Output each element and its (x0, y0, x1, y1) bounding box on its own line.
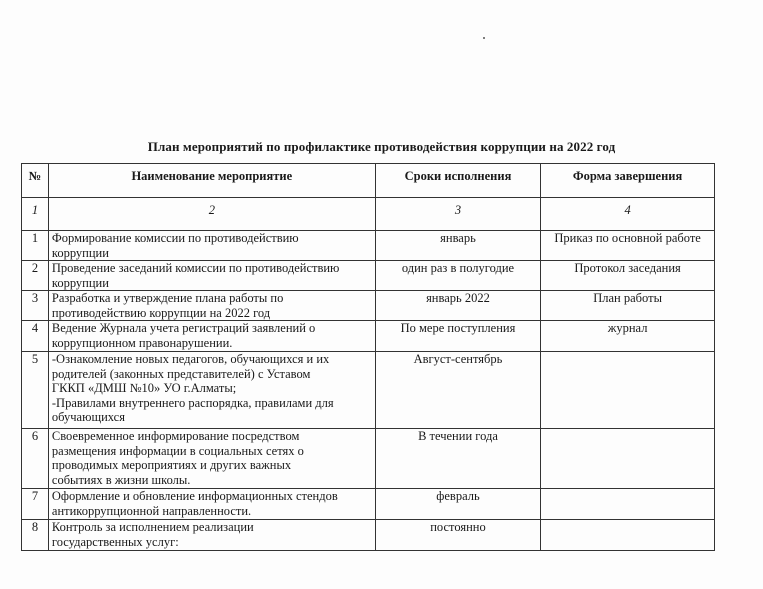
table-row (22, 321, 715, 352)
index-cell: 1 (22, 198, 49, 231)
row-form (541, 429, 715, 489)
row-term: постоянно (375, 520, 540, 551)
row-name: Разработка и утверждение плана работы по противодействию коррупции на 2022 год (48, 291, 375, 321)
row-name: Ведение Журнала учета регистраций заявлений о коррупционном правонарушении. (48, 321, 375, 352)
row-term: В течении года (375, 429, 540, 489)
header-name: Наименование мероприятие (48, 164, 375, 198)
row-form: План работы (541, 291, 715, 321)
table-header-row (22, 164, 715, 198)
row-term: февраль (375, 489, 540, 520)
row-term: один раз в полугодие (375, 261, 540, 291)
table-row (22, 291, 715, 321)
row-name: Оформление и обновление информационных стендов антикоррупционной направленности. (48, 489, 375, 520)
row-form: Протокол заседания (541, 261, 715, 291)
table-row (22, 352, 715, 429)
row-form (541, 352, 715, 429)
header-form: Форма завершения (541, 164, 715, 198)
header-number: № (22, 164, 49, 198)
row-number: 5 (22, 352, 49, 429)
row-name: Своевременное информирование посредством размещения информации в социальных сетях о проводимых мероприятиях и других важных событиях в жизни школы. (48, 429, 375, 489)
row-term: Август-сентябрь (375, 352, 540, 429)
row-form (541, 520, 715, 551)
row-number: 7 (22, 489, 49, 520)
index-cell: 4 (541, 198, 715, 231)
scan-speck (483, 37, 485, 39)
row-number: 6 (22, 429, 49, 489)
row-form: Приказ по основной работе (541, 231, 715, 261)
row-name: Контроль за исполнением реализации государственных услуг: (48, 520, 375, 551)
index-cell: 2 (48, 198, 375, 231)
plan-table (21, 163, 715, 551)
row-term: По мере поступления (375, 321, 540, 352)
row-number: 2 (22, 261, 49, 291)
row-term: январь 2022 (375, 291, 540, 321)
row-number: 8 (22, 520, 49, 551)
document-title: План мероприятий по профилактике противодействия коррупции на 2022 год (147, 139, 616, 154)
table-row (22, 520, 715, 551)
row-number: 3 (22, 291, 49, 321)
column-index-row (22, 198, 715, 231)
table-row (22, 429, 715, 489)
row-term: январь (375, 231, 540, 261)
row-name: Проведение заседаний комиссии по противодействию коррупции (48, 261, 375, 291)
table-row (22, 489, 715, 520)
table-row (22, 261, 715, 291)
table-row (22, 231, 715, 261)
row-name: Формирование комиссии по противодействию коррупции (48, 231, 375, 261)
row-number: 1 (22, 231, 49, 261)
header-term: Сроки исполнения (375, 164, 540, 198)
row-name: -Ознакомление новых педагогов, обучающихся и их родителей (законных представителей) с Уставом ГККП «ДМШ №10» УО г.Алматы; -Правилами внутреннего распорядка, правилами для обучающихся (48, 352, 375, 429)
row-form (541, 489, 715, 520)
row-form: журнал (541, 321, 715, 352)
row-number: 4 (22, 321, 49, 352)
index-cell: 3 (375, 198, 540, 231)
